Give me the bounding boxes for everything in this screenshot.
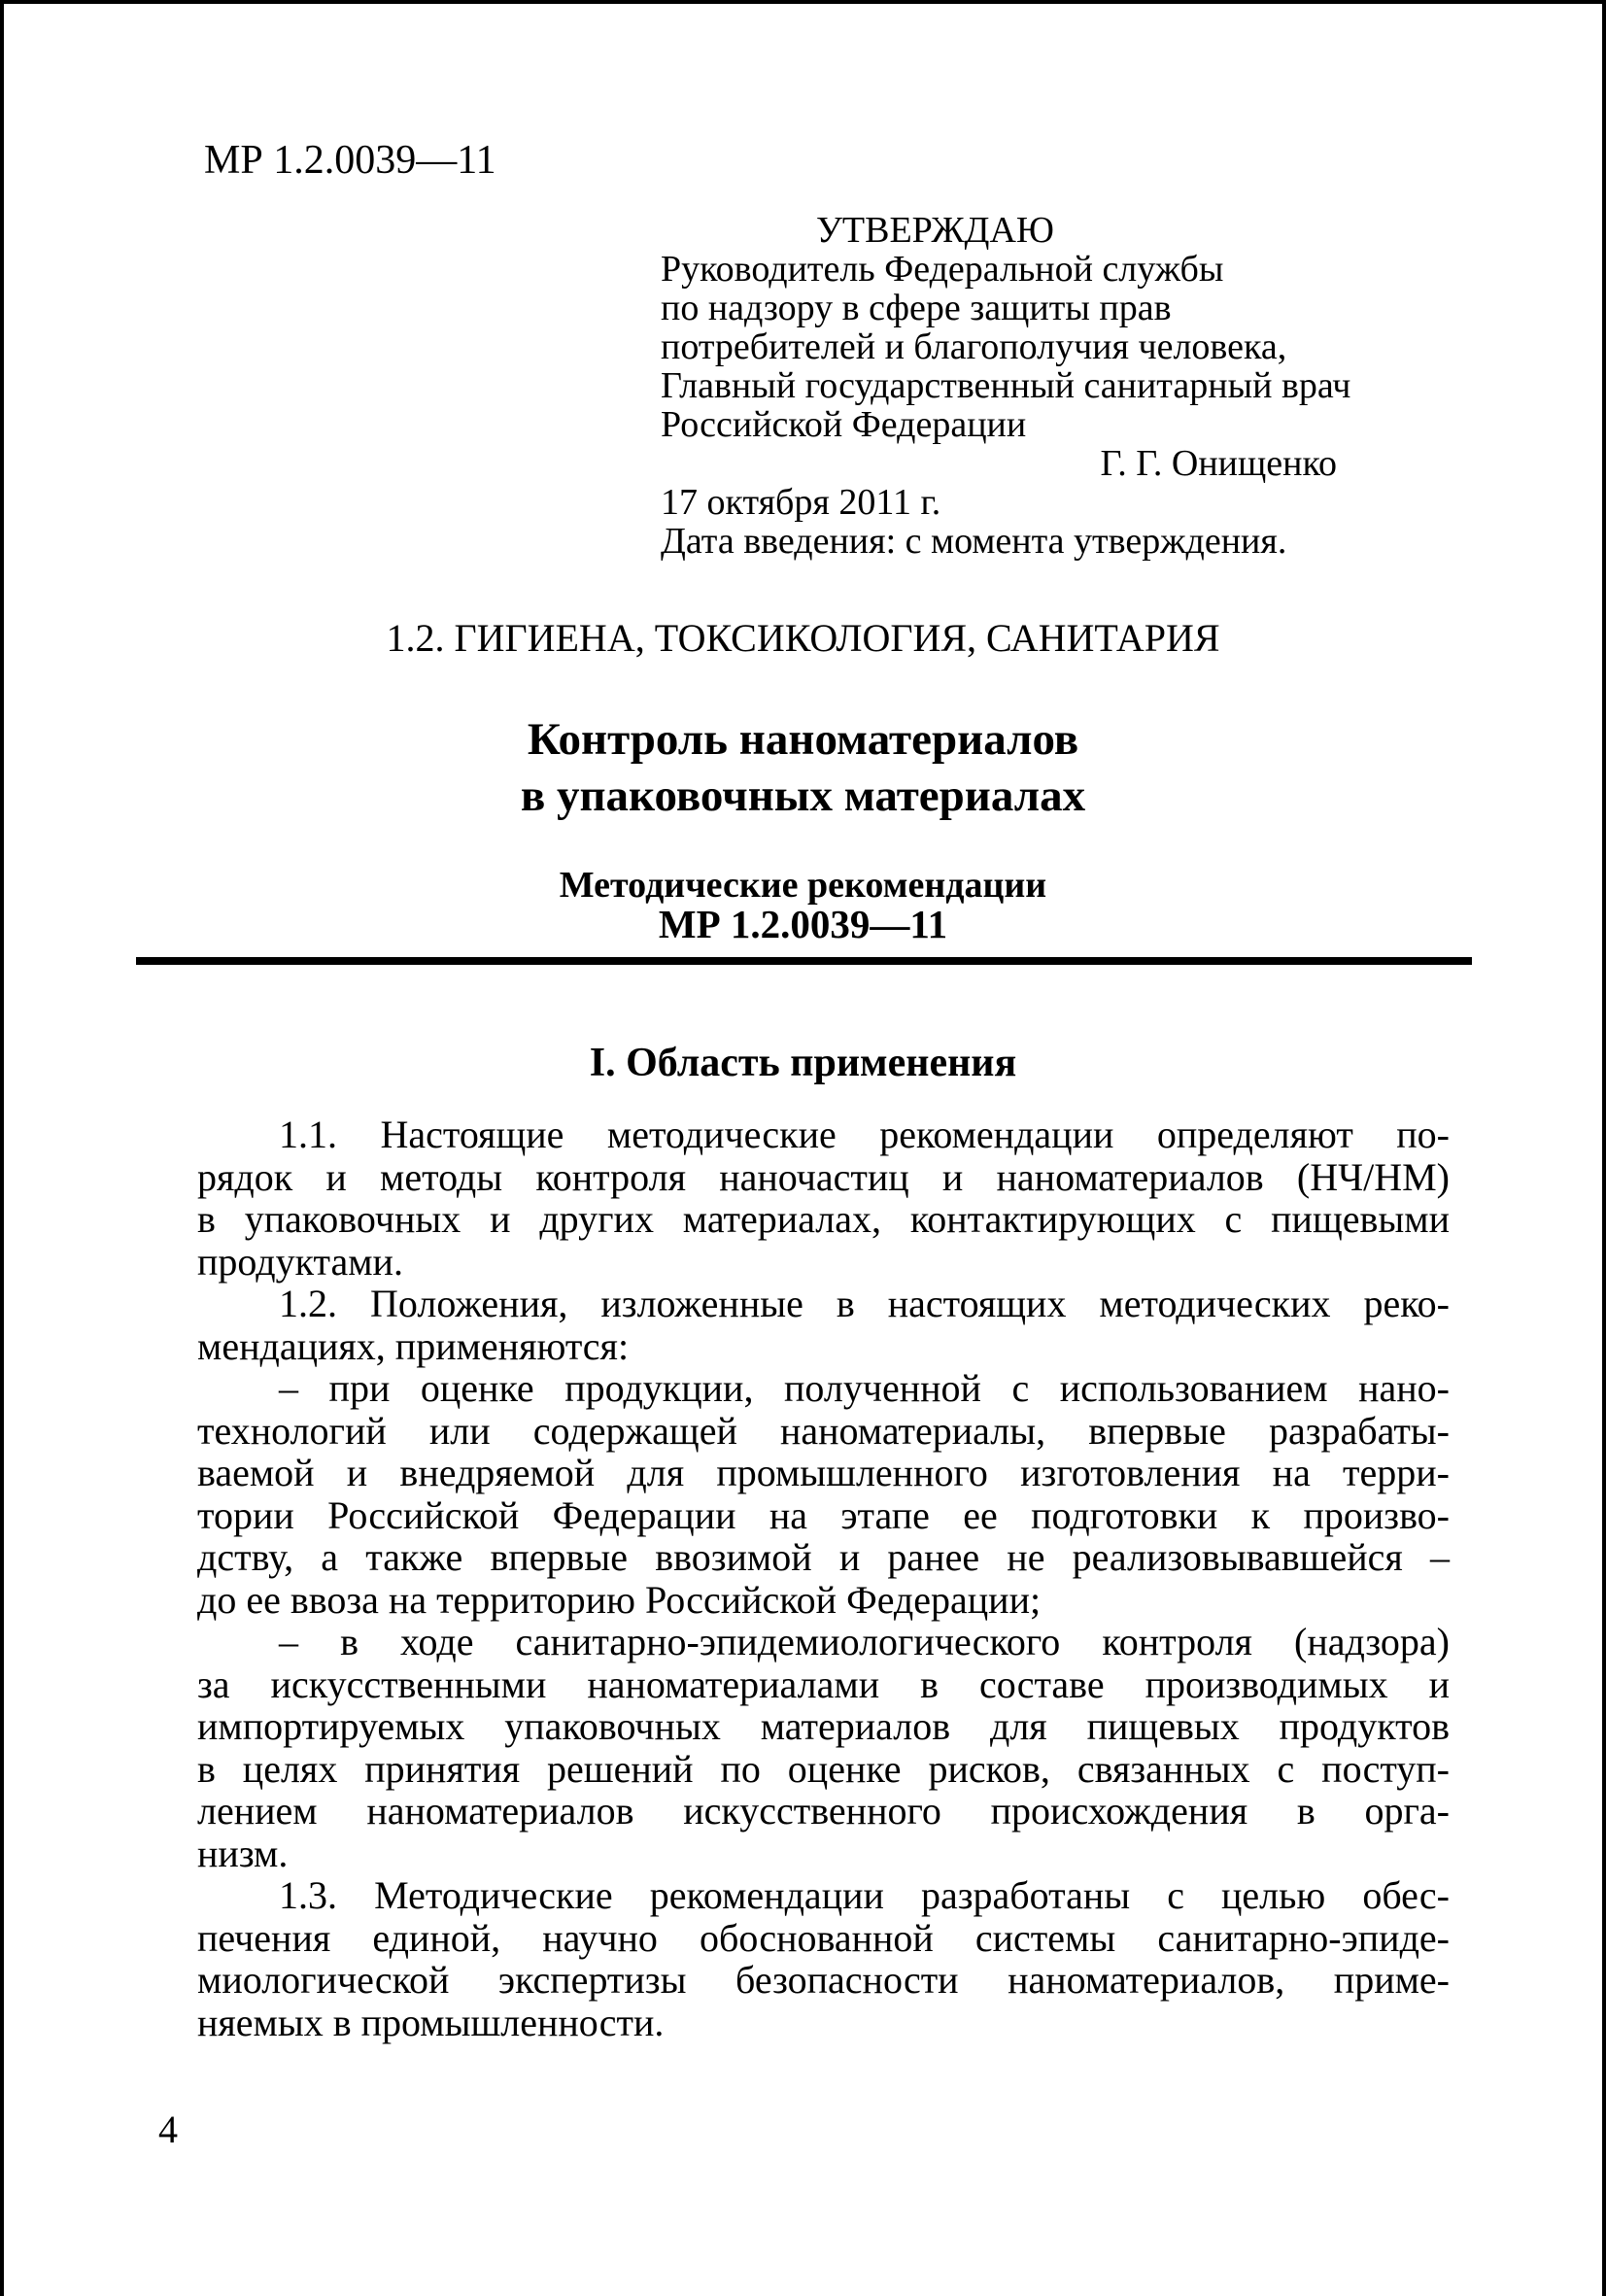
- paragraph-line: низм.: [197, 1831, 289, 1875]
- approval-effective-note: Дата введения: с момента утверждения.: [661, 521, 1287, 562]
- horizontal-rule: [136, 957, 1472, 965]
- body-text: [197, 1114, 1450, 2043]
- paragraph-line: продуктами.: [197, 1239, 403, 1284]
- paragraph-line: рядок и методы контроля наночастиц и наноматериалов (НЧ/НМ): [197, 1154, 1450, 1199]
- paragraph-line: печения единой, научно обоснованной системы санитарно-эпиде-: [197, 1915, 1450, 1960]
- scan-edge-top: [0, 0, 1606, 4]
- paragraph-line: 1.1. Настоящие методические рекомендации определяют по-: [279, 1113, 1450, 1156]
- paragraph-line: – в ходе санитарно-эпидемиологического контроля (надзора): [279, 1620, 1450, 1663]
- doc-title-line1: Контроль наноматериалов: [527, 714, 1079, 765]
- paragraph-line: дству, а также впервые ввозимой и ранее не реализовывавшейся –: [197, 1535, 1450, 1579]
- paragraph-line: тории Российской Федерации на этапе ее подготовки к произво-: [197, 1492, 1450, 1537]
- approval-signature: Г. Г. Онищенко: [1100, 443, 1337, 484]
- approval-title: УТВЕРЖДАЮ: [816, 210, 1054, 251]
- paragraph-line: 1.3. Методические рекомендации разработаны с целью обес-: [279, 1873, 1450, 1917]
- doc-title-line2: в упаковочных материалах: [520, 771, 1086, 821]
- paragraph-line: до ее ввоза на территорию Российской Федерации;: [197, 1577, 1042, 1622]
- paragraph-line: лением наноматериалов искусственного происхождения в орга-: [197, 1789, 1450, 1833]
- doc-subtitle-line1: Методические рекомендации: [559, 865, 1047, 906]
- paragraph-line: – при оценке продукции, полученной с использованием нано-: [279, 1366, 1450, 1410]
- paragraph-line: 1.2. Положения, изложенные в настоящих методических реко-: [279, 1282, 1450, 1325]
- approval-line: Главный государственный санитарный врач: [661, 365, 1351, 406]
- paragraph-line: няемых в промышленности.: [197, 2000, 665, 2044]
- approval-line: Российской Федерации: [661, 404, 1027, 445]
- paragraph-line: в целях принятия решений по оценке рисков, связанных с поступ-: [197, 1746, 1450, 1791]
- approval-line: по надзору в сфере защиты прав: [661, 288, 1172, 328]
- paragraph-line: импортируемых упаковочных материалов для пищевых продуктов: [197, 1704, 1450, 1748]
- page-number: 4: [158, 2108, 178, 2151]
- doc-code-header: МР 1.2.0039—11: [204, 138, 496, 183]
- paragraph-line: миологической экспертизы безопасности наноматериалов, приме-: [197, 1958, 1450, 2002]
- approval-line: Руководитель Федеральной службы: [661, 249, 1224, 290]
- classification-heading: 1.2. ГИГИЕНА, ТОКСИКОЛОГИЯ, САНИТАРИЯ: [386, 616, 1220, 660]
- approval-lines: [661, 250, 1399, 444]
- doc-subtitle-line2: МР 1.2.0039—11: [658, 902, 948, 946]
- paragraph-line: технологий или содержащей наноматериалы, впервые разрабаты-: [197, 1408, 1450, 1453]
- section-heading: I. Область применения: [589, 1041, 1017, 1085]
- paragraph-line: мендациях, применяются:: [197, 1323, 630, 1368]
- approval-line: потребителей и благополучия человека,: [661, 326, 1287, 367]
- paragraph-line: за искусственными наноматериалами в составе производимых и: [197, 1662, 1450, 1706]
- approval-date: 17 октября 2011 г.: [661, 482, 941, 523]
- approval-block: [661, 211, 1399, 561]
- scan-edge-right: [1602, 0, 1606, 2296]
- paragraph-line: в упаковочных и других материалах, контактирующих с пищевыми: [197, 1197, 1450, 1241]
- paragraph-line: ваемой и внедряемой для промышленного изготовления на терри-: [197, 1451, 1450, 1494]
- scan-edge-left: [0, 0, 4, 2296]
